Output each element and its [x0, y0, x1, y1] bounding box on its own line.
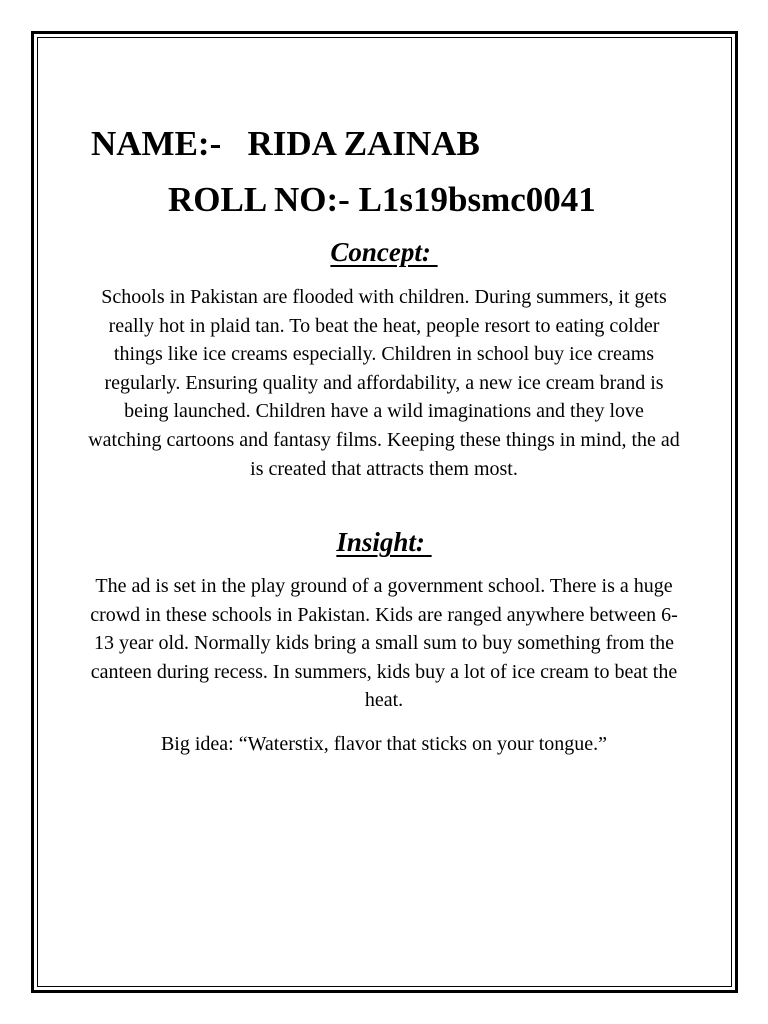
insight-heading-block [0, 526, 768, 558]
concept-paragraph: Schools in Pakistan are flooded with children. During summers, it gets really hot in plaid tan. To beat the heat, people resort to eating colder things like ice creams especially. Children in school buy ice creams regularly. Ensuring quality and affordability, a new ice cream brand is being launched. Children have a wild imaginations and they love watching cartoons and fantasy films. Keeping these things in mind, the ad is created that attracts them most. [88, 286, 680, 480]
concept-heading-block [0, 236, 768, 268]
roll-number: ROLL NO:- L1s19bsmc0041 [168, 180, 596, 219]
insight-heading: Insight: [336, 527, 432, 557]
student-name: NAME:- RIDA ZAINAB [91, 124, 480, 163]
concept-heading: Concept: [330, 237, 438, 267]
insight-paragraph: The ad is set in the play ground of a government school. There is a huge crowd in these schools in Pakistan. Kids are ranged anywhere between 6-13 year old. Normally kids bring a small sum to buy something from the canteen during recess. In summers, kids buy a lot of ice cream to beat the heat. [90, 575, 678, 712]
big-idea-line: Big idea: “Waterstix, flavor that sticks on your tongue.” [160, 733, 608, 755]
